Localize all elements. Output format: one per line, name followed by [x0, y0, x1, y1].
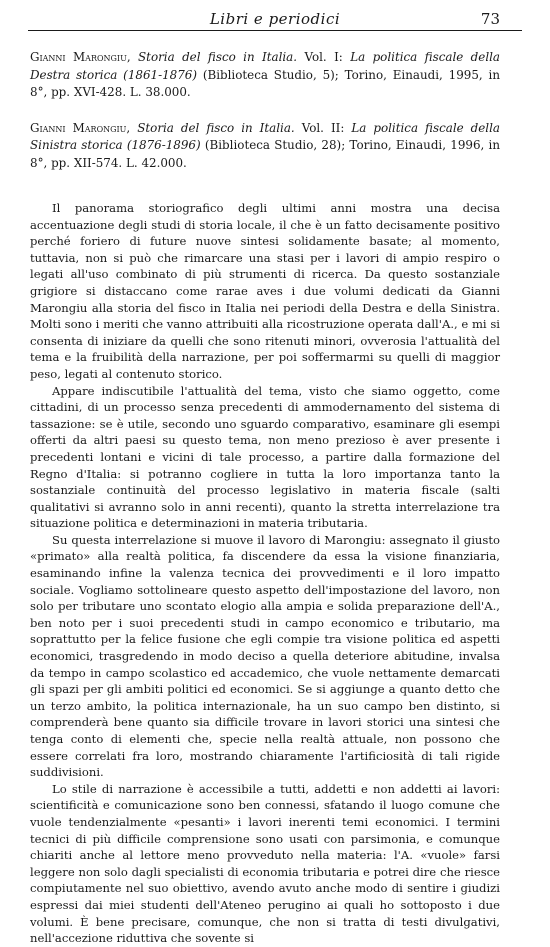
bibliographic-reference [30, 120, 500, 173]
reference-volume: Vol. I: [297, 50, 351, 64]
running-head [0, 4, 550, 30]
running-title: Libri e periodici [209, 10, 341, 28]
reference-publication: (Biblioteca Studio, 28); Torino, Einaudi, 1996, in 8°, pp. XII-574. L. 42.000. [30, 138, 500, 170]
reference-subtitle: La politica fiscale della Sinistra storica (1876-1896) [30, 120, 501, 152]
review-paragraph: Appare indiscutibile l'attualità del tema, visto che siamo oggetto, come cittadini, di un processo senza precedenti di ammodernamento del sistema di tassazione: se è utile, secondo uno sguardo comparativo, esaminare gli esempi offerti da altri paesi su questo tema, non meno prezioso è aver presente i precedenti lontani e vicini di tale processo, a partire dalla formazione del Regno d'Italia: si potranno cogliere in tutta la loro importanza tanto la sostanziale continuità del processo legislativo in materia fiscale (salti qualitativi si avranno solo in anni recenti), quanto la stretta interrelazione tra situazione politica e determinazioni in materia tributaria. [30, 383, 500, 531]
page-number: 73 [480, 10, 500, 28]
reference-author: Gianni Marongiu, [30, 50, 131, 64]
review-paragraph: Su questa interrelazione si muove il lavoro di Marongiu: assegnato il giusto «primato» alla realtà politica, fa discendere da essa la visione finanziaria, esaminando infine la valenza tecnica dei provvedimenti e il loro impatto sociale. Vogliamo sottolineare questo aspetto dell'impostazione del lavoro, non solo per tributare uno scontato elogio alla ampia e solida preparazione dell'A., ben noto per i suoi precedenti studi in campo economico e tributario, ma soprattutto per la felice fusione che egli compie tra visione politica ed aspetti economici, trasgredendo in modo deciso a quella deteriore abitudine, invalsa da tempo in campo scolastico ed accademico, che vuole nettamente demarcati gli spazi per gli ambiti politici ed economici. Se si aggiunge a quanto detto che un terzo ambito, la politica internazionale, ha un suo campo ben distinto, si comprenderà bene quanto sia difficile trovare in lavori storici una sintesi che tenga conto di elementi che, specie nella realtà attuale, non possono che essere correlati fra loro, mostrando chiaramente l'artificiosità di tali rigide suddivisioni. [30, 532, 500, 780]
bibliographic-reference [30, 49, 500, 102]
review-paragraph: Il panorama storiografico degli ultimi anni mostra una decisa accentuazione degli studi di storia locale, il che è un fatto decisamente positivo perché foriero di future nuove sintesi solidamente basate; al momento, tuttavia, non si può che rimarcare una stasi per i lavori di ampio respiro o legati all'uso combinato di più strumenti di ricerca. Da questo sostanziale grigiore si distaccano come rarae aves i due volumi dedicati da Gianni Marongiu alla storia del fisco in Italia nei periodi della Destra e della Sinistra. Molti sono i meriti che vanno attribuiti alla ricostruzione operata dall'A., e mi si consenta di iniziare da quelli che sono ritenuti minori, ovverosia l'attualità del tema e la fruibilità della narrazione, per poi soffermarmi su quelli di maggior peso, legati al contenuto storico. [30, 201, 500, 381]
reference-subtitle: La politica fiscale della Destra storica (1861-1876) [30, 50, 501, 82]
reference-volume: Vol. II: [294, 120, 352, 135]
page-body [30, 49, 500, 947]
review-text [30, 200, 500, 947]
reference-author: Gianni Marongiu, [30, 120, 131, 135]
header-rule [28, 30, 522, 31]
reference-title: Storia del fisco in Italia. [138, 50, 298, 64]
reference-publication: (Biblioteca Studio, 5); Torino, Einaudi, 1995, in 8°, pp. XVI-428. L. 38.000. [30, 67, 500, 99]
review-paragraph: Lo stile di narrazione è accessibile a tutti, addetti e non addetti ai lavori: scientificità e comunicazione sono ben connessi, sfatando il luogo comune che vuole tendenzialmente «pesanti» i lavori inerenti temi economici. I termini tecnici di più difficile comprensione sono usati con parsimonia, e comunque chiariti anche al lettore meno provveduto nella materia: l'A. «vuole» farsi leggere non solo dagli specialisti di economia tributaria e potrei dire che riesce compiutamente nel suo obiettivo, avendo avuto anche modo di sentire i giudizi espressi dai miei studenti dell'Ateneo perugino ai quali ho sottoposto i due volumi. È bene precisare, comunque, che non si tratta di testi divulgativi, nell'accezione riduttiva che sovente si [30, 781, 500, 946]
reference-title: Storia del fisco in Italia. [137, 120, 295, 135]
